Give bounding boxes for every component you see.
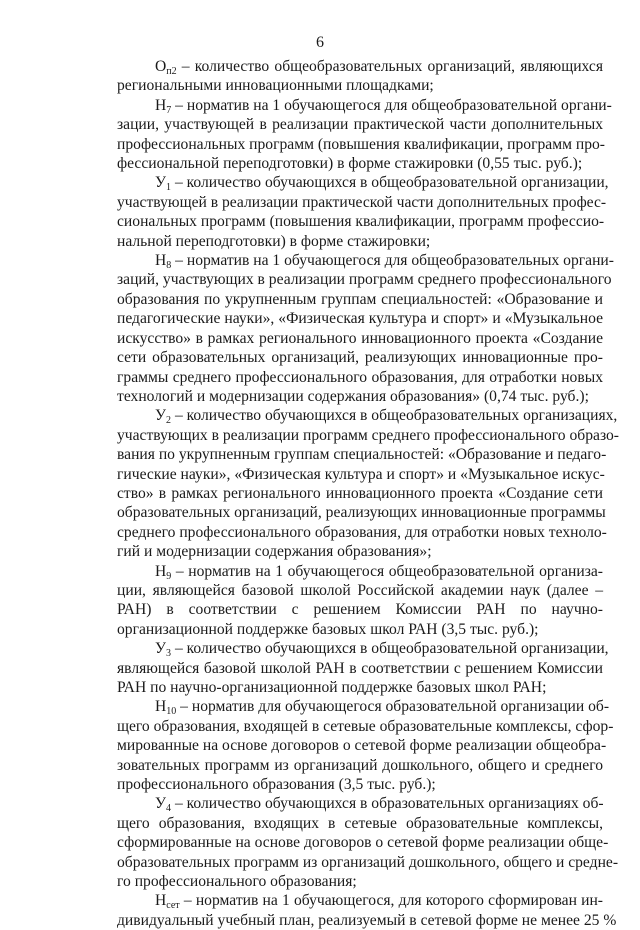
variable-symbol: Н [155, 96, 167, 114]
paragraph-text: – норматив на 1 обучающегося, для которого сформирован ин- [179, 892, 603, 910]
variable-symbol: У [155, 407, 167, 425]
variable-subscript: 8 [166, 260, 172, 272]
variable-subscript: 9 [166, 570, 172, 582]
variable-subscript: 1 [166, 182, 172, 194]
variable-subscript: 7 [166, 104, 172, 116]
paragraph-text: – норматив на 1 обучающегося для общеобразовательных органи- [171, 252, 614, 270]
paragraph-nset [117, 891, 617, 930]
paragraph-line: образования по укрупненным группам специальностей: «Образование и [117, 290, 603, 308]
paragraph-line: сформированные на основе договоров о сетевой форме реализации обще- [117, 834, 609, 852]
paragraph-line: являющейся базовой школой РАН в соответствии с решением Комиссии [117, 659, 603, 677]
paragraph-line [117, 173, 609, 194]
variable-symbol: О [155, 58, 167, 75]
paragraph-text: – количество общеобразовательных организаций, являющихся [176, 58, 603, 75]
paragraph-line: гий и модернизации содержания образования»; [117, 543, 432, 561]
paragraph-line: среднего профессионального образования, для отработки новых техноло- [117, 523, 607, 541]
paragraph-text: – количество обучающихся в общеобразовательных организациях, [171, 407, 618, 425]
variable-symbol: Н [155, 892, 167, 910]
paragraph-line: щего образования, входящей в сетевые образовательные комплексы, сфор- [117, 717, 614, 735]
paragraph-line: РАН по научно-организационной поддержке базовых школ РАН; [117, 679, 547, 696]
paragraph-text: – норматив на 1 обучающегося общеобразовательной организа- [171, 562, 603, 580]
paragraph-line [117, 891, 603, 910]
paragraph-text: – норматив на 1 обучающегося для общеобразовательной органи- [171, 96, 612, 114]
paragraph-text: – количество обучающихся в общеобразовательной организации, [171, 640, 609, 658]
paragraph-u1 [117, 173, 609, 251]
paragraph-line [117, 96, 612, 116]
paragraph-line: профессионального образования (3,5 тыс. руб.); [117, 776, 436, 794]
variable-symbol: У [155, 795, 167, 813]
paragraph-line: РАН) в соответствии с решением Комиссии РАН по научно- [117, 601, 603, 619]
paragraph-line: гические науки», «Физическая культура и спорт» и «Музыкальное искус- [117, 465, 605, 483]
paragraph-line [117, 251, 614, 272]
paragraph-line: участвующей в реализации практической части дополнительных профес- [117, 193, 607, 211]
paragraph-line [117, 639, 609, 660]
paragraph-line: искусство» в рамках регионального инновационного проекта «Создание [117, 329, 603, 347]
variable-symbol: У [155, 640, 167, 658]
paragraph-line: дивидуальный учебный план, реализуемый в сетевой форме не менее 25 % [117, 911, 617, 929]
paragraph-op2 [117, 57, 603, 96]
paragraph-line: ции, являющейся базовой школой Российской академии наук (далее – [117, 581, 603, 599]
variable-subscript: сет [166, 900, 180, 912]
paragraph-line: зовательных программ из организаций дошкольного, общего и среднего [117, 756, 603, 774]
paragraph-line: зации, участвующей в реализации практической части дополнительных [117, 116, 603, 134]
paragraph-n7 [117, 96, 612, 174]
paragraph-line: заций, участвующих в реализации программ среднего профессионального [117, 271, 612, 289]
paragraph-line: ство» в рамках регионального инновационного проекта «Создание сети [117, 484, 603, 502]
paragraph-line [117, 406, 618, 427]
paragraph-line: нальной переподготовки) в форме стажировки; [117, 232, 431, 250]
paragraph-line: профессиональных программ (повышения квалификации, программ про- [117, 135, 605, 153]
paragraph-line: педагогические науки», «Физическая культура и спорт» и «Музыкальное [117, 310, 603, 328]
paragraph-n8 [117, 251, 614, 406]
paragraph-line [117, 794, 603, 813]
paragraph-text: – количество обучающихся в общеобразовательной организации, [171, 174, 609, 192]
variable-subscript: 10 [166, 706, 177, 718]
paragraph-line: фессиональной переподготовки) в форме стажировки (0,55 тыс. руб.); [117, 155, 583, 173]
paragraph-line: образовательных программ из организаций дошкольного, общего и средне- [117, 853, 619, 871]
variable-symbol: Н [155, 562, 167, 580]
paragraph-line [117, 57, 603, 76]
paragraph-line: мированные на основе договоров о сетевой форме реализации общеобра- [117, 737, 607, 755]
paragraph-n10 [117, 697, 614, 794]
paragraph-line: организационной поддержке базовых школ РАН (3,5 тыс. руб.); [117, 620, 539, 638]
variable-subscript: 2 [166, 415, 172, 427]
paragraph-text: – норматив для обучающегося образовательной организации об- [176, 698, 610, 716]
variable-subscript: п2 [166, 66, 177, 77]
paragraph-line: технологий и модернизации содержания образования» (0,74 тыс. руб.); [117, 387, 589, 405]
document-body [117, 57, 619, 930]
page-number: 6 [316, 34, 324, 51]
paragraph-line [117, 562, 603, 581]
variable-subscript: 3 [166, 648, 172, 660]
paragraph-line: образовательных организаций, реализующих инновационные программы [117, 504, 606, 522]
paragraph-line: граммы среднего профессионального образования, для отработки новых [117, 368, 603, 386]
variable-symbol: У [155, 174, 167, 192]
paragraph-u4 [117, 794, 619, 891]
variable-subscript: 4 [166, 803, 172, 815]
paragraph-line: региональными инновационными площадками; [117, 77, 434, 95]
paragraph-u3 [117, 639, 609, 697]
paragraph-line: вания по укрупненным группам специальностей: «Образование и педаго- [117, 446, 607, 464]
paragraph-line: щего образования, входящих в сетевые образовательные комплексы, [117, 814, 603, 832]
paragraph-u2 [117, 406, 619, 561]
paragraph-line: участвующих в реализации программ среднего профессионального образо- [117, 426, 619, 444]
paragraph-text: – количество обучающихся в образовательных организациях об- [171, 795, 604, 813]
paragraph-n9 [117, 562, 603, 640]
paragraph-line: сети образовательных организаций, реализующих инновационные про- [117, 349, 603, 367]
paragraph-line: го профессионального образования; [117, 873, 357, 891]
paragraph-line [117, 697, 610, 718]
variable-symbol: Н [155, 252, 167, 270]
variable-symbol: Н [155, 698, 167, 716]
paragraph-line: сиональных программ (повышения квалификации, программ профессио- [117, 213, 605, 231]
